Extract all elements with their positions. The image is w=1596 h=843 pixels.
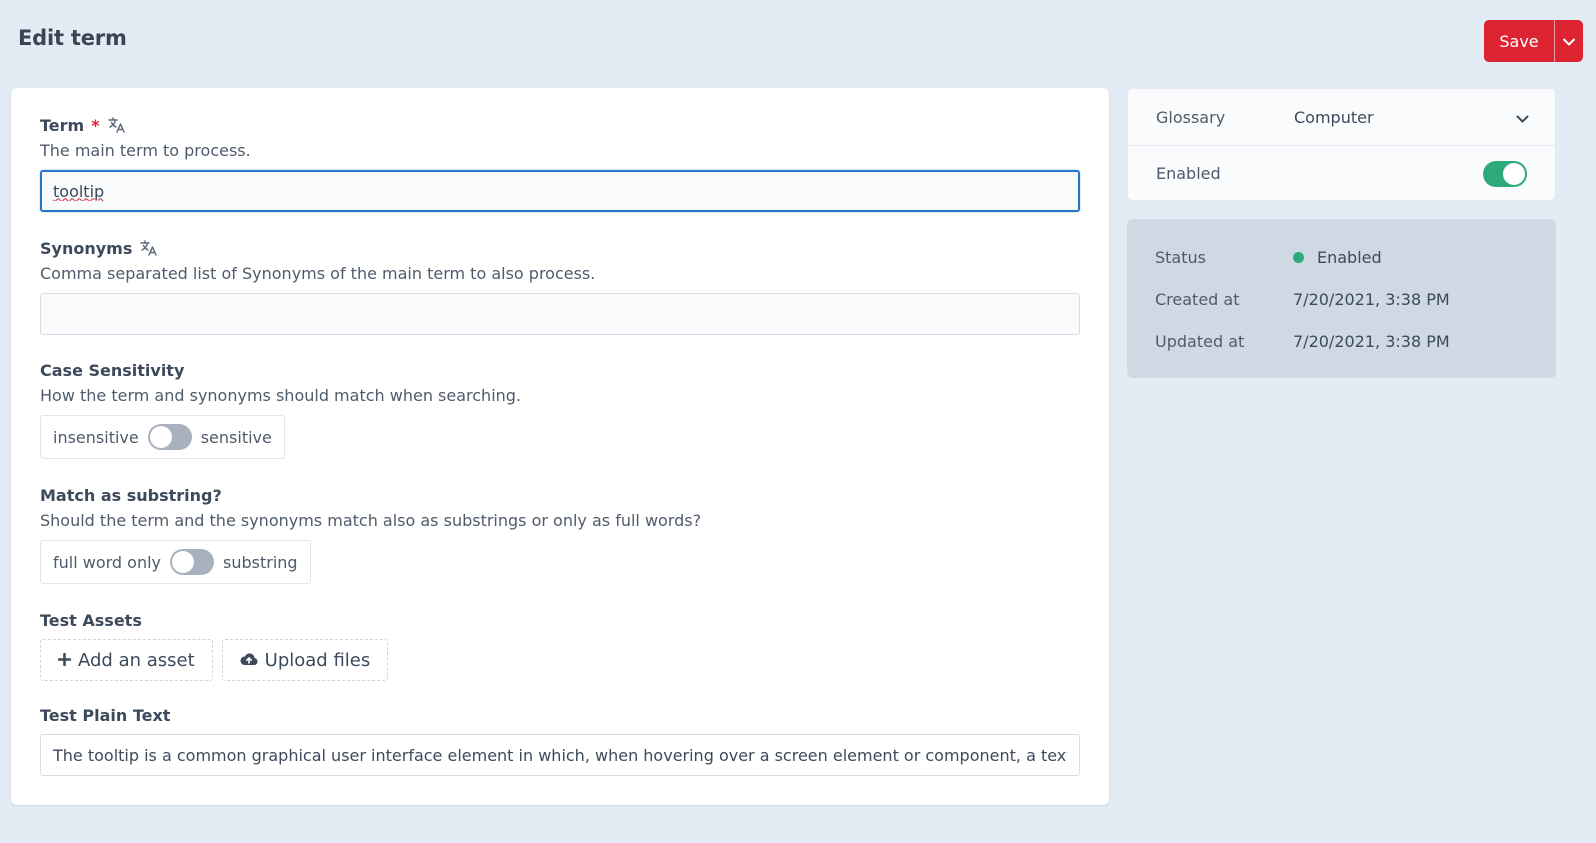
case-sensitivity-help-text: How the term and synonyms should match when searching.	[40, 386, 522, 405]
status-dot-icon	[1293, 252, 1304, 263]
created-row	[1127, 278, 1556, 320]
case-sensitivity-switch	[40, 415, 285, 459]
term-settings-card	[1127, 88, 1556, 201]
translate-icon	[108, 117, 126, 133]
case-sensitivity-field	[40, 359, 1080, 459]
add-asset-label: Add an asset	[78, 649, 195, 671]
add-asset-button[interactable]	[40, 639, 213, 681]
status-badge	[1293, 248, 1382, 267]
full-word-option-label: full word only	[53, 552, 162, 572]
substring-option-label: substring	[223, 552, 298, 572]
substring-field	[40, 484, 1080, 584]
required-mark: *	[91, 115, 100, 135]
status-label: Status	[1155, 247, 1206, 267]
term-info-card	[1127, 219, 1556, 378]
synonyms-input[interactable]	[40, 293, 1080, 335]
substring-help-text: Should the term and the synonyms match also as substrings or only as full words?	[40, 511, 702, 530]
case-sensitivity-label: Case Sensitivity	[40, 360, 185, 380]
toggle-knob	[150, 426, 172, 448]
enabled-label: Enabled	[1156, 164, 1221, 183]
updated-label: Updated at	[1155, 331, 1245, 351]
toggle-knob	[1503, 163, 1525, 185]
substring-toggle[interactable]	[170, 549, 214, 575]
sensitive-option-label: sensitive	[200, 427, 272, 447]
glossary-select[interactable]	[1128, 89, 1555, 145]
synonyms-field	[40, 237, 1080, 335]
upload-files-label: Upload files	[264, 649, 371, 671]
created-value: 7/20/2021, 3:38 PM	[1293, 289, 1450, 309]
created-label: Created at	[1155, 289, 1240, 309]
term-form-card	[11, 88, 1109, 805]
plus-icon	[58, 650, 71, 671]
term-input[interactable]	[40, 170, 1080, 212]
term-help-text: The main term to process.	[40, 141, 251, 160]
case-sensitivity-toggle[interactable]	[148, 424, 192, 450]
toggle-knob	[172, 551, 194, 573]
updated-value: 7/20/2021, 3:38 PM	[1293, 331, 1450, 351]
page-title: Edit term	[18, 26, 127, 50]
synonyms-label: Synonyms	[40, 238, 133, 258]
insensitive-option-label: insensitive	[53, 427, 139, 447]
enabled-toggle[interactable]	[1483, 161, 1527, 187]
enabled-row	[1128, 145, 1555, 201]
upload-files-button[interactable]	[222, 639, 389, 681]
chevron-down-icon	[1516, 109, 1529, 128]
synonyms-help-text: Comma separated list of Synonyms of the main term to also process.	[40, 264, 596, 283]
status-row	[1127, 236, 1556, 278]
substring-switch	[40, 540, 311, 584]
updated-row	[1127, 320, 1556, 362]
substring-label: Match as substring?	[40, 485, 222, 505]
save-options-button[interactable]	[1554, 20, 1583, 62]
cloud-upload-icon	[240, 650, 258, 671]
term-label: Term	[40, 115, 85, 135]
term-field	[40, 114, 1080, 212]
status-value: Enabled	[1317, 247, 1382, 267]
glossary-label: Glossary	[1156, 107, 1226, 127]
glossary-value: Computer	[1294, 107, 1374, 127]
test-plain-text-field	[40, 704, 1080, 776]
test-assets-label: Test Assets	[40, 610, 142, 630]
test-plain-text-input[interactable]	[40, 734, 1080, 776]
test-assets-field	[40, 609, 1080, 681]
chevron-down-icon	[1563, 34, 1575, 49]
test-plain-text-label: Test Plain Text	[40, 705, 171, 725]
save-button-group	[1484, 20, 1583, 62]
translate-icon	[140, 240, 158, 256]
save-button[interactable]: Save	[1484, 20, 1554, 62]
